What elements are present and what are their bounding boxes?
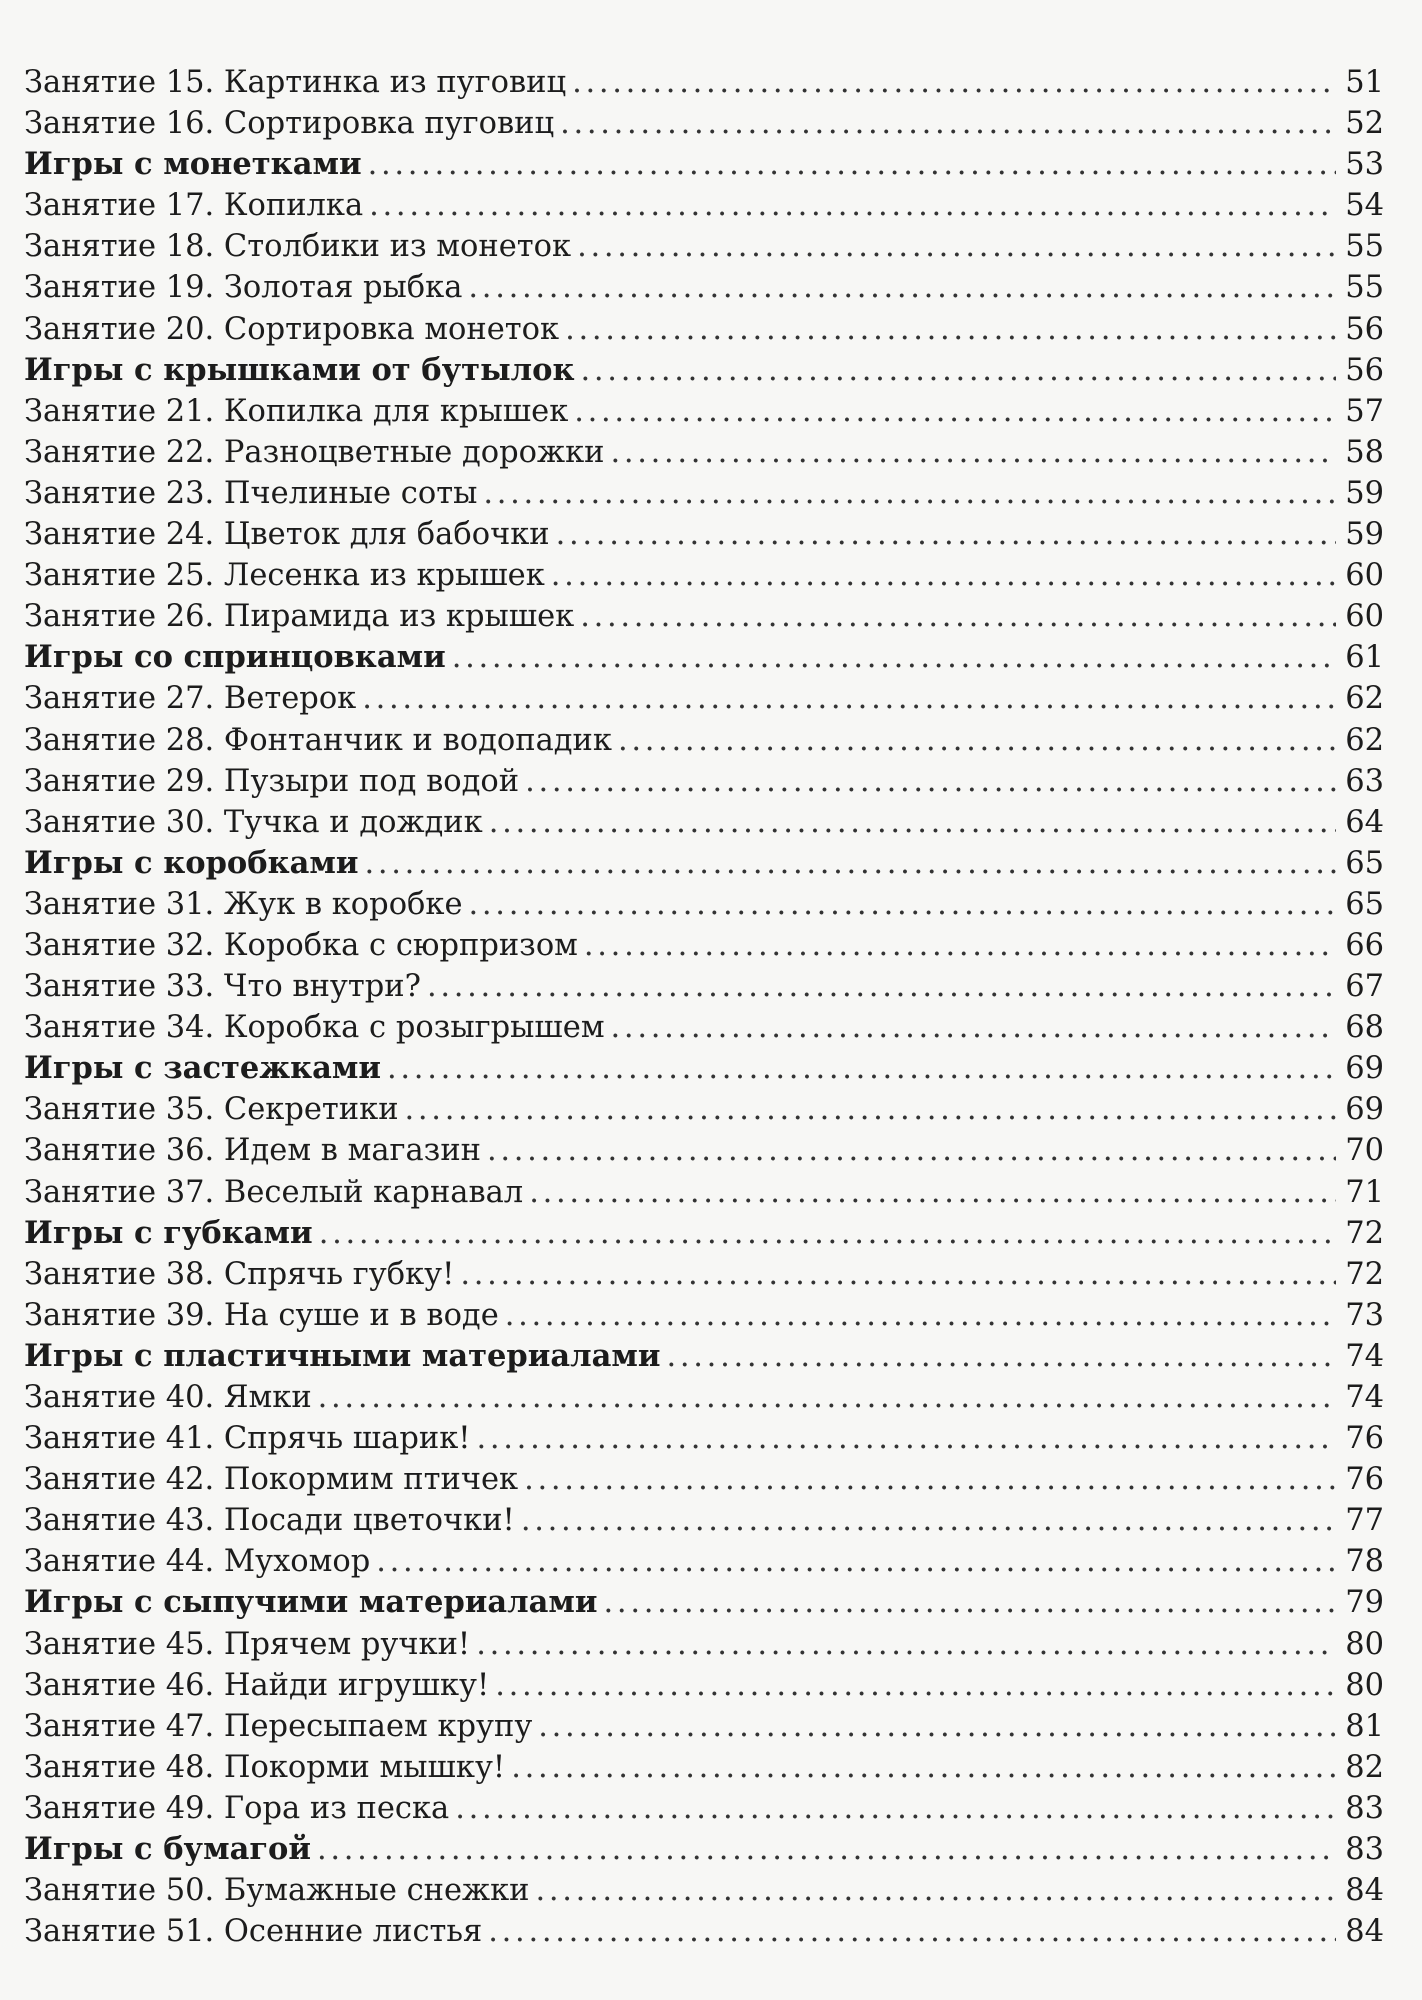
toc-dot-leader [317, 1829, 1336, 1870]
toc-page-number: 64 [1345, 804, 1384, 840]
toc-dot-leader [538, 1706, 1336, 1747]
toc-lesson-title: Занятие 24. Цветок для бабочки [24, 517, 550, 553]
toc-lesson-title: Занятие 22. Разноцветные дорожки [24, 434, 605, 470]
toc-lesson-title: Занятие 41. Спрячь шарик! [24, 1421, 471, 1457]
toc-page-number: 79 [1345, 1585, 1384, 1621]
toc-page-number: 72 [1345, 1256, 1384, 1292]
toc-section-title: Игры с губками [24, 1214, 313, 1251]
toc-dot-leader [477, 1418, 1336, 1459]
toc-page-number: 80 [1345, 1626, 1384, 1662]
toc-page-number: 73 [1345, 1297, 1384, 1333]
toc-lesson-title: Занятие 17. Копилка [24, 188, 364, 224]
toc-dot-leader [535, 1870, 1336, 1911]
toc-dot-leader [469, 884, 1336, 925]
toc-dot-leader [387, 1048, 1336, 1089]
toc-lesson-row [24, 1295, 1384, 1336]
toc-page-number: 58 [1345, 434, 1384, 470]
toc-page-number: 76 [1345, 1421, 1384, 1457]
toc-page-number: 52 [1345, 106, 1384, 142]
toc-lesson-row [24, 62, 1384, 103]
toc-lesson-title: Занятие 43. Посади цветочки! [24, 1503, 515, 1539]
toc-section-title: Игры с застежками [24, 1050, 382, 1087]
toc-lesson-row [24, 802, 1384, 843]
toc-page-number: 82 [1345, 1749, 1384, 1785]
toc-lesson-row [24, 103, 1384, 144]
toc-page-number: 78 [1345, 1544, 1384, 1580]
toc-dot-leader [667, 1336, 1336, 1377]
toc-section-row [24, 843, 1384, 884]
toc-dot-leader [362, 678, 1336, 719]
toc-page-number: 60 [1345, 599, 1384, 635]
toc-page-number: 66 [1345, 927, 1384, 963]
toc-page-number: 60 [1345, 558, 1384, 594]
toc-page-number: 74 [1345, 1338, 1384, 1374]
toc-page-number: 70 [1345, 1133, 1384, 1169]
toc-dot-leader [488, 1911, 1336, 1952]
toc-lesson-row [24, 1377, 1384, 1418]
toc-lesson-title: Занятие 51. Осенние листья [24, 1914, 483, 1950]
toc-dot-leader [319, 1213, 1336, 1254]
toc-page-number: 53 [1345, 147, 1384, 183]
toc-dot-leader [405, 1089, 1336, 1130]
toc-dot-leader [574, 391, 1336, 432]
toc-section-title: Игры со спринцовками [24, 639, 446, 676]
toc-page-number: 55 [1345, 270, 1384, 306]
toc-lesson-title: Занятие 15. Картинка из пуговиц [24, 65, 567, 100]
table-of-contents [24, 62, 1384, 1952]
toc-page-number: 76 [1345, 1462, 1384, 1498]
toc-lesson-row [24, 884, 1384, 925]
toc-dot-leader [365, 843, 1336, 884]
toc-lesson-row [24, 309, 1384, 350]
toc-dot-leader [505, 1295, 1336, 1336]
toc-dot-leader [577, 226, 1336, 267]
toc-section-row [24, 1829, 1384, 1870]
toc-lesson-title: Занятие 16. Сортировка пуговиц [24, 106, 555, 142]
toc-lesson-title: Занятие 31. Жук в коробке [24, 886, 463, 922]
toc-lesson-title: Занятие 45. Прячем ручки! [24, 1626, 471, 1662]
toc-page-number: 83 [1345, 1832, 1384, 1868]
toc-section-title: Игры с пластичными материалами [24, 1337, 661, 1374]
toc-lesson-title: Занятие 35. Секретики [24, 1092, 399, 1128]
toc-page-number: 61 [1345, 640, 1384, 676]
toc-lesson-title: Занятие 47. Пересыпаем крупу [24, 1708, 533, 1744]
toc-lesson-row [24, 1130, 1384, 1171]
toc-page-number: 62 [1345, 722, 1384, 758]
toc-lesson-title: Занятие 20. Сортировка монеток [24, 311, 560, 347]
toc-dot-leader [368, 144, 1336, 185]
toc-dot-leader [551, 555, 1336, 596]
toc-page-number: 80 [1345, 1667, 1384, 1703]
toc-lesson-row [24, 1089, 1384, 1130]
toc-lesson-title: Занятие 40. Ямки [24, 1380, 312, 1415]
toc-section-row [24, 350, 1384, 391]
toc-page-number: 56 [1345, 352, 1384, 388]
toc-lesson-row [24, 1172, 1384, 1213]
toc-lesson-row [24, 391, 1384, 432]
toc-page-number: 72 [1345, 1215, 1384, 1251]
toc-dot-leader [369, 185, 1336, 226]
toc-lesson-row [24, 432, 1384, 473]
toc-lesson-row [24, 514, 1384, 555]
toc-lesson-title: Занятие 37. Веселый карнавал [24, 1174, 524, 1210]
toc-section-row [24, 1213, 1384, 1254]
toc-section-row [24, 144, 1384, 185]
toc-page-number: 55 [1345, 229, 1384, 265]
toc-lesson-title: Занятие 46. Найди игрушку! [24, 1667, 490, 1703]
toc-page-number: 81 [1345, 1708, 1384, 1744]
toc-dot-leader [468, 267, 1336, 308]
toc-dot-leader [524, 1459, 1336, 1500]
toc-lesson-title: Занятие 21. Копилка для крышек [24, 393, 569, 429]
toc-lesson-row [24, 1007, 1384, 1048]
toc-page-number: 74 [1345, 1380, 1384, 1415]
toc-lesson-title: Занятие 44. Мухомор [24, 1544, 371, 1580]
toc-dot-leader [610, 432, 1336, 473]
toc-lesson-title: Занятие 27. Ветерок [24, 681, 357, 717]
toc-page-number: 69 [1345, 1092, 1384, 1128]
toc-dot-leader [565, 309, 1336, 350]
toc-lesson-row [24, 1665, 1384, 1706]
toc-lesson-title: Занятие 42. Покормим птичек [24, 1462, 519, 1498]
toc-page-number: 54 [1345, 188, 1384, 224]
toc-section-title: Игры с монетками [24, 146, 362, 183]
toc-dot-leader [556, 514, 1336, 555]
toc-dot-leader [581, 350, 1336, 391]
toc-dot-leader [618, 720, 1336, 761]
toc-page-number: 51 [1345, 65, 1384, 100]
toc-lesson-title: Занятие 28. Фонтанчик и водопадик [24, 722, 612, 758]
toc-section-row [24, 637, 1384, 678]
toc-dot-leader [511, 1747, 1336, 1788]
toc-dot-leader [584, 925, 1336, 966]
toc-dot-leader [376, 1541, 1336, 1582]
toc-lesson-row [24, 267, 1384, 308]
toc-lesson-title: Занятие 30. Тучка и дождик [24, 804, 483, 840]
toc-lesson-row [24, 761, 1384, 802]
toc-lesson-row [24, 678, 1384, 719]
toc-page-number: 83 [1345, 1790, 1384, 1826]
toc-page-number: 57 [1345, 393, 1384, 429]
toc-dot-leader [611, 1007, 1336, 1048]
toc-lesson-row [24, 1706, 1384, 1747]
toc-lesson-row [24, 1747, 1384, 1788]
toc-lesson-title: Занятие 19. Золотая рыбка [24, 270, 463, 306]
toc-dot-leader [476, 1624, 1336, 1665]
toc-page-number: 84 [1345, 1914, 1384, 1950]
toc-lesson-row [24, 966, 1384, 1007]
toc-lesson-row [24, 1911, 1384, 1952]
toc-lesson-row [24, 1541, 1384, 1582]
toc-section-title: Игры с сыпучими материалами [24, 1584, 598, 1621]
toc-dot-leader [427, 966, 1336, 1007]
toc-lesson-title: Занятие 38. Спрячь губку! [24, 1256, 455, 1292]
toc-lesson-title: Занятие 34. Коробка с розыгрышем [24, 1010, 605, 1046]
toc-dot-leader [525, 761, 1336, 802]
toc-lesson-row [24, 1459, 1384, 1500]
toc-dot-leader [604, 1582, 1336, 1623]
toc-dot-leader [455, 1788, 1336, 1829]
toc-dot-leader [529, 1172, 1336, 1213]
toc-lesson-title: Занятие 32. Коробка с сюрпризом [24, 927, 578, 963]
toc-lesson-title: Занятие 49. Гора из песка [24, 1790, 450, 1826]
toc-page-number: 67 [1345, 969, 1384, 1005]
toc-lesson-title: Занятие 48. Покорми мышку! [24, 1749, 506, 1785]
toc-lesson-row [24, 1418, 1384, 1459]
toc-lesson-row [24, 1788, 1384, 1829]
toc-lesson-row [24, 226, 1384, 267]
toc-lesson-row [24, 555, 1384, 596]
toc-lesson-title: Занятие 50. Бумажные снежки [24, 1873, 530, 1909]
toc-dot-leader [572, 62, 1336, 103]
toc-section-row [24, 1336, 1384, 1377]
toc-lesson-row [24, 925, 1384, 966]
toc-dot-leader [487, 1130, 1336, 1171]
toc-section-title: Игры с бумагой [24, 1831, 311, 1868]
toc-dot-leader [580, 596, 1336, 637]
toc-dot-leader [318, 1377, 1336, 1418]
toc-lesson-row [24, 596, 1384, 637]
toc-page-number: 77 [1345, 1503, 1384, 1539]
toc-lesson-title: Занятие 29. Пузыри под водой [24, 763, 520, 799]
toc-page-number: 69 [1345, 1051, 1384, 1087]
toc-lesson-title: Занятие 39. На суше и в воде [24, 1297, 499, 1333]
toc-section-title: Игры с крышками от бутылок [24, 351, 575, 388]
toc-dot-leader [452, 637, 1336, 678]
toc-lesson-row [24, 720, 1384, 761]
toc-lesson-title: Занятие 36. Идем в магазин [24, 1133, 481, 1169]
toc-page-number: 59 [1345, 475, 1384, 511]
toc-lesson-title: Занятие 25. Лесенка из крышек [24, 558, 545, 594]
toc-dot-leader [495, 1665, 1336, 1706]
toc-page-number: 63 [1345, 763, 1384, 799]
toc-section-row [24, 1048, 1384, 1089]
toc-lesson-title: Занятие 18. Столбики из монеток [24, 229, 572, 265]
toc-section-title: Игры с коробками [24, 844, 359, 881]
toc-lesson-row [24, 1624, 1384, 1665]
toc-page-number: 71 [1345, 1174, 1384, 1210]
toc-lesson-row [24, 473, 1384, 514]
toc-lesson-row [24, 1254, 1384, 1295]
toc-page-number: 65 [1345, 845, 1384, 881]
toc-page-number: 68 [1345, 1010, 1384, 1046]
toc-dot-leader [560, 103, 1336, 144]
toc-dot-leader [483, 473, 1336, 514]
toc-dot-leader [521, 1500, 1336, 1541]
toc-lesson-row [24, 1500, 1384, 1541]
toc-page-number: 56 [1345, 311, 1384, 347]
toc-page-number: 59 [1345, 517, 1384, 553]
toc-lesson-row [24, 185, 1384, 226]
toc-page-number: 62 [1345, 681, 1384, 717]
toc-dot-leader [489, 802, 1336, 843]
toc-lesson-row [24, 1870, 1384, 1911]
toc-page-number: 84 [1345, 1873, 1384, 1909]
toc-page-number: 65 [1345, 886, 1384, 922]
toc-lesson-title: Занятие 33. Что внутри? [24, 969, 421, 1005]
toc-lesson-title: Занятие 23. Пчелиные соты [24, 475, 478, 511]
toc-dot-leader [460, 1254, 1336, 1295]
toc-lesson-title: Занятие 26. Пирамида из крышек [24, 599, 575, 635]
toc-section-row [24, 1582, 1384, 1623]
